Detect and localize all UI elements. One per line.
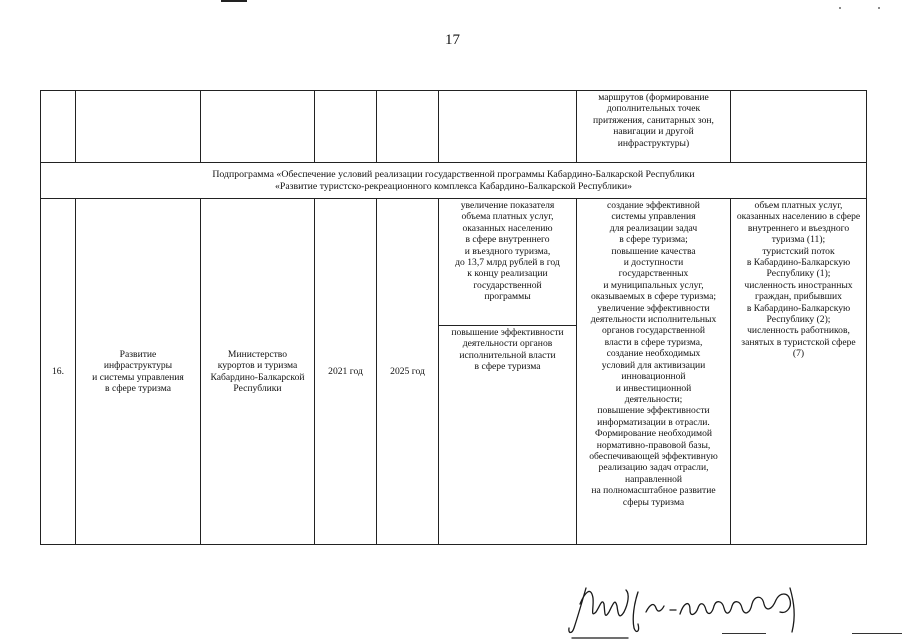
signature-underline [722, 633, 766, 634]
cell-empty [41, 91, 76, 163]
signature-underline [852, 633, 902, 634]
start-year-cell: 2021 год [315, 199, 377, 545]
continuation-row [41, 91, 867, 163]
expected-result-cell: увеличение показателя объема платных услуг, оказанных населению в сфере внутреннего и въездного туризма, до 13,7 млрд рублей в год к концу реализации государственной программы [439, 199, 577, 326]
main-directions-cell: создание эффективной системы управления для реализации задач в сфере туризма; повышение качества и доступности государственных и муниципальных услуг, оказываемых в сфере туризма; увеличение эффективности деятельности исполнительных органов государственной власти в сфере туризма, создание необходимых условий для активизации инновационной и инвестиционной деятельности; повышение эффективности информатизации в отрасли. Формирование необходимой нормативно-правовой базы, обеспечивающей эффективную реализацию задач отрасли, направленной на полномасштабное развитие сферы туризма [577, 199, 731, 545]
indicators-cell: объем платных услуг, оказанных населению в сфере внутреннего и въездного туризма (11); туристский поток в Кабардино-Балкарскую Республику (1); численность иностранных граждан, прибывших в Кабардино-Балкарскую Республику (2); численность работников, занятых в туристской сфере (7) [731, 199, 867, 545]
subprogram-header: Подпрограмма «Обеспечение условий реализации государственной программы Кабардино-Балкарской Республики «Развитие туристско-рекреационного комплекса Кабардино-Балкарской Республики» [41, 163, 867, 199]
executor-cell: Министерство курортов и туризма Кабардино-Балкарской Республики [201, 199, 315, 545]
cell-empty [731, 91, 867, 163]
end-year-cell: 2025 год [377, 199, 439, 545]
scan-speck [839, 7, 841, 9]
cell-empty [76, 91, 201, 163]
cell-empty [377, 91, 439, 163]
subprogram-row [41, 163, 867, 199]
program-table-sheet [40, 90, 866, 544]
expected-result-cell: повышение эффективности деятельности органов исполнительной власти в сфере туризма [439, 326, 577, 545]
handwritten-signature [566, 574, 816, 640]
program-measures-table [40, 90, 867, 545]
cell-empty [439, 91, 577, 163]
page-number: 17 [445, 32, 460, 48]
scan-speck [878, 7, 880, 9]
measure-name-cell: Развитие инфраструктуры и системы управления в сфере туризма [76, 199, 201, 545]
row-number-cell: 16. [41, 199, 76, 545]
cell-empty [201, 91, 315, 163]
continuation-directions-cell: маршрутов (формирование дополнительных точек притяжения, санитарных зон, навигации и другой инфраструктуры) [577, 91, 731, 163]
cell-empty [315, 91, 377, 163]
table-row [41, 199, 867, 326]
top-scan-mark [221, 0, 247, 2]
